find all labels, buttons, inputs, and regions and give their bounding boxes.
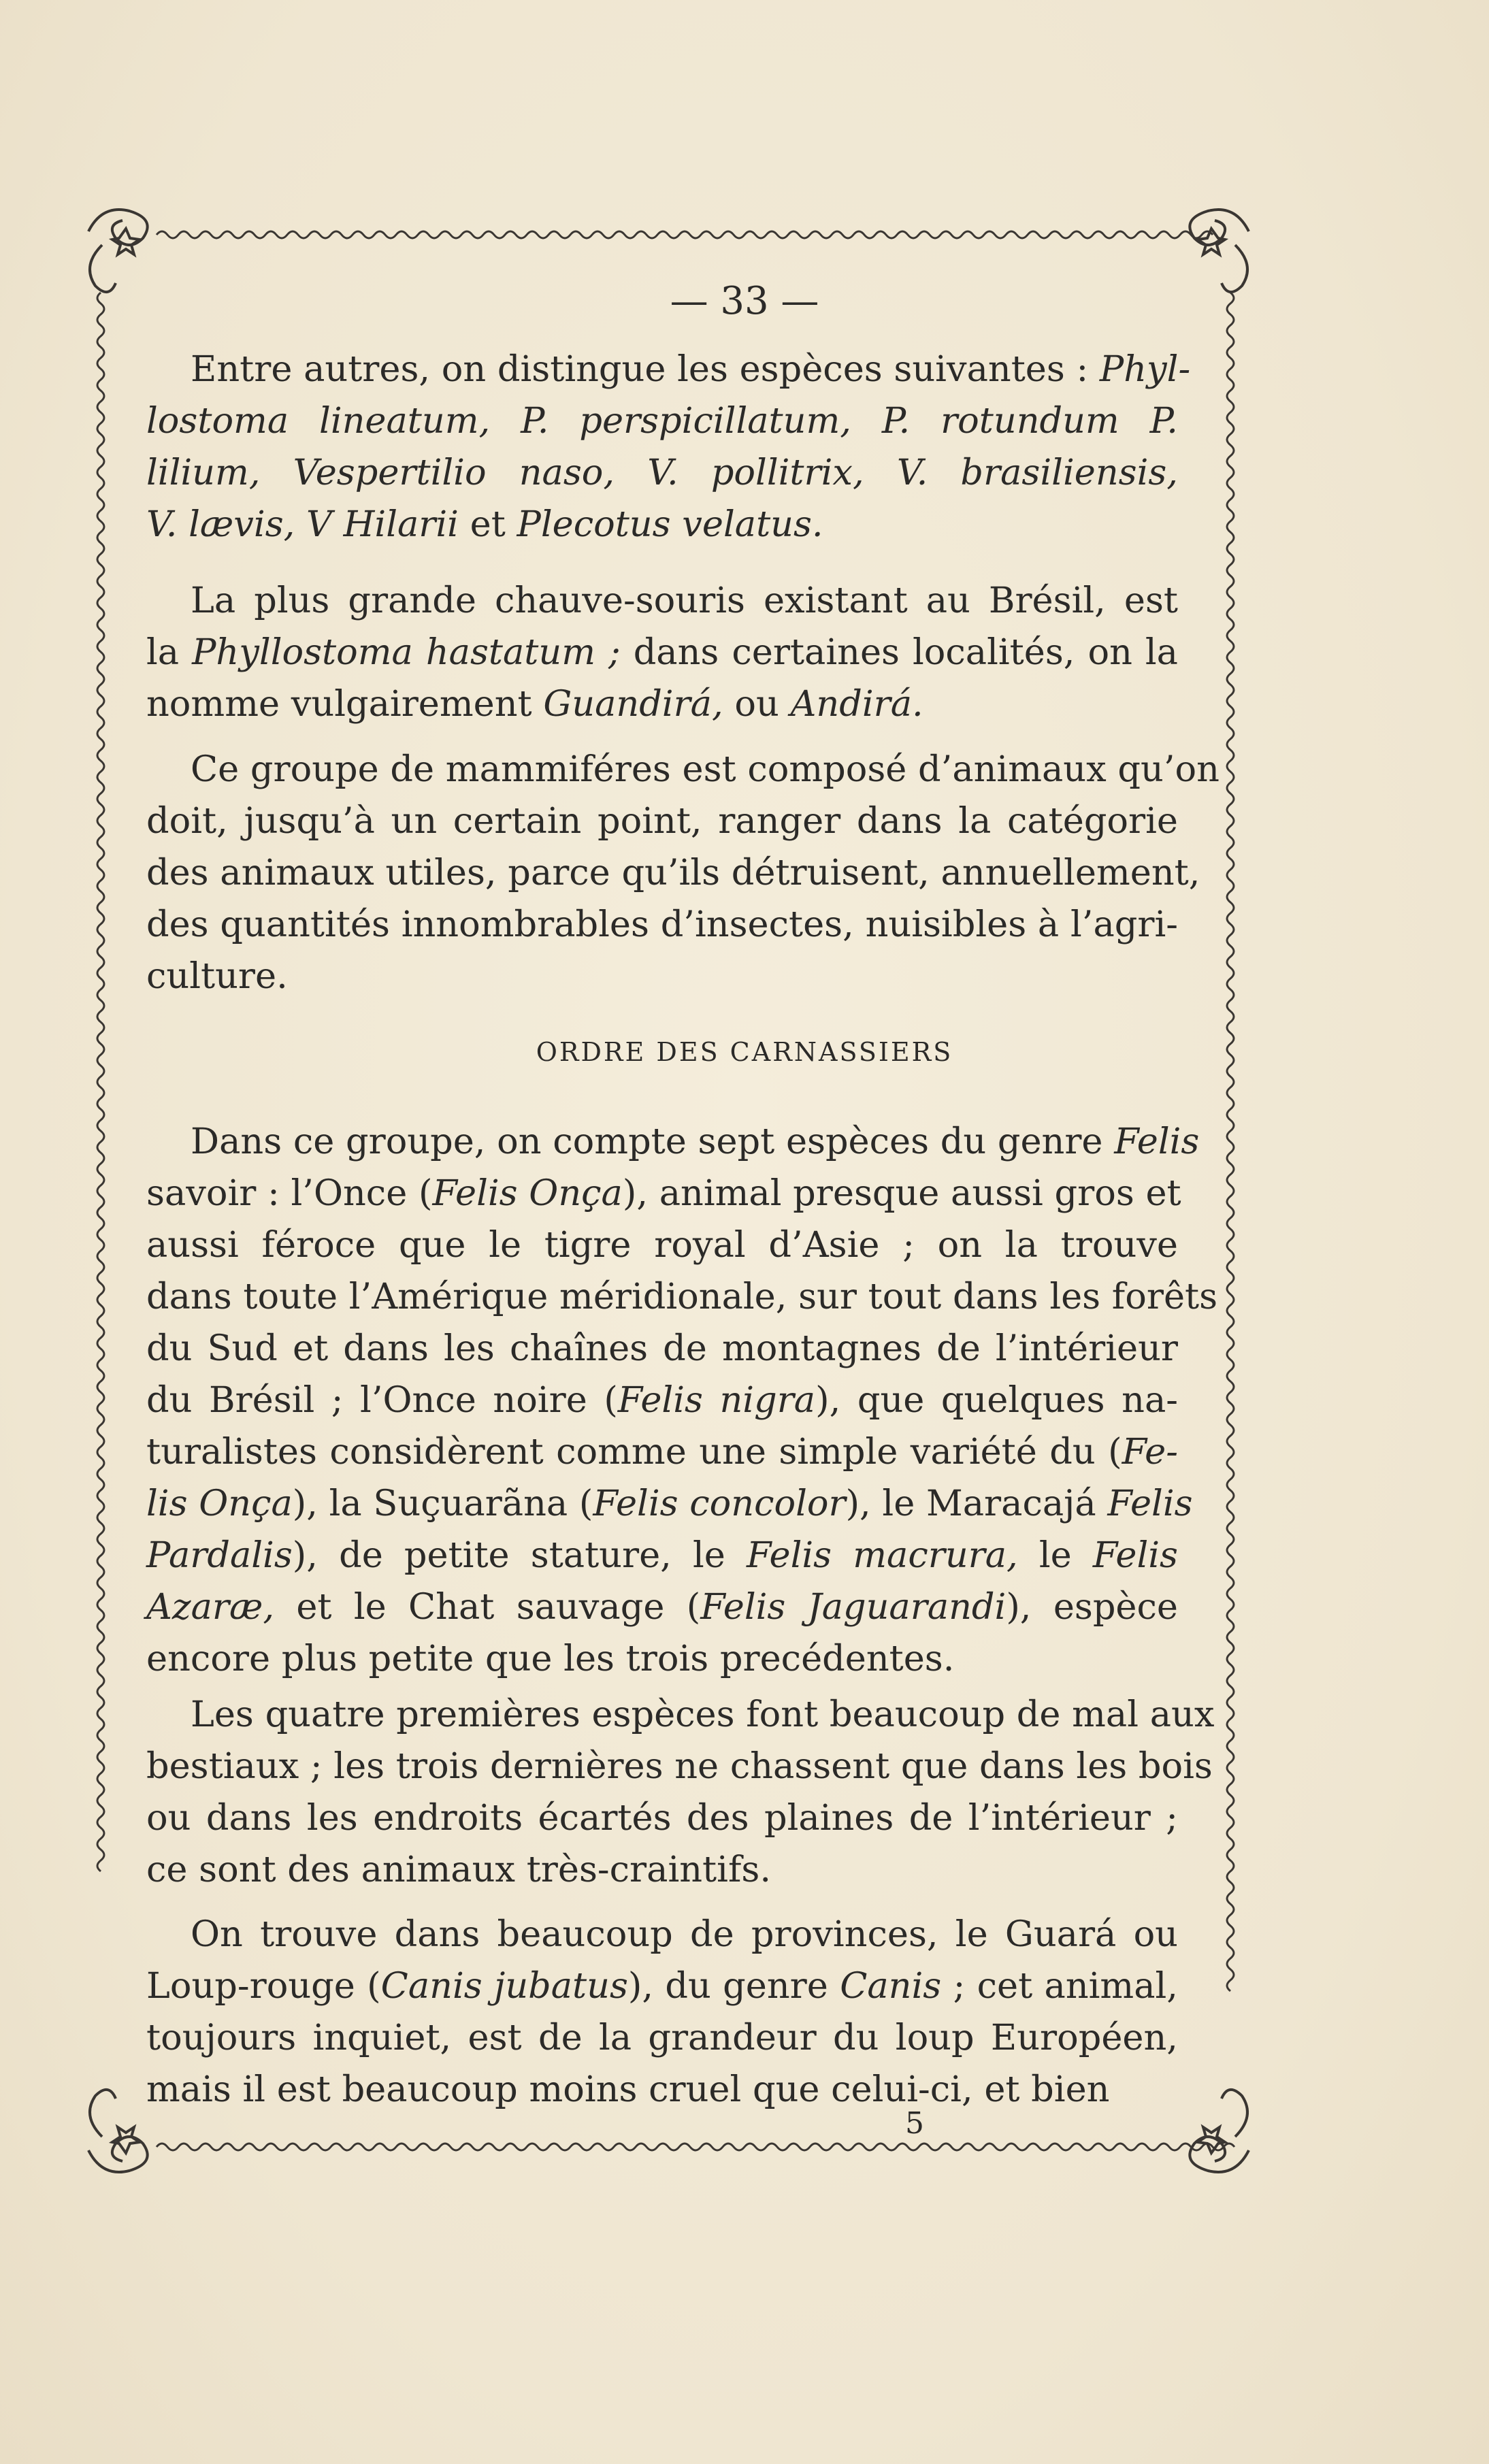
text-line <box>146 1375 1178 1426</box>
text-run: savoir : l’Once ( <box>146 1172 433 1214</box>
text-line <box>146 1323 1178 1375</box>
section-heading: ORDRE DES CARNASSIERS <box>536 1037 953 1067</box>
italic-run: Azaræ, <box>146 1586 275 1628</box>
text-run: ), le Maracajá <box>845 1483 1108 1524</box>
text-run: et <box>458 504 517 545</box>
text-line <box>146 847 1200 899</box>
italic-run: Felis <box>1114 1121 1200 1162</box>
text-run: du Sud et dans les chaînes de montagnes de l’intérieur <box>146 1328 1178 1369</box>
text-run: culture. <box>146 955 288 997</box>
text-run: Dans ce groupe, on compte sept espèces du genre <box>191 1121 1115 1162</box>
text-line <box>146 1219 1178 1271</box>
text-run: doit, jusqu’à un certain point, ranger dans la catégorie <box>146 800 1178 842</box>
italic-run: Pardalis <box>146 1534 293 1576</box>
text-run: ou <box>723 683 791 725</box>
italic-run: Canis jubatus <box>380 1965 628 2007</box>
text-run: la <box>146 631 193 673</box>
text-line <box>146 1478 1193 1530</box>
text-line <box>146 795 1178 847</box>
text-run: La plus grande chauve-souris existant au Brésil, est <box>191 580 1178 621</box>
text-run: dans toute l’Amérique méridionale, sur tout dans les forêts <box>146 1276 1218 1317</box>
text-line <box>146 899 1178 951</box>
text-line <box>191 744 1220 795</box>
italic-run: Felis nigra <box>617 1379 816 1421</box>
italic-run: Felis concolor <box>593 1483 846 1524</box>
text-run: aussi féroce que le tigre royal d’Asie ; on la trouve <box>146 1224 1178 1266</box>
text-line <box>146 447 1178 499</box>
text-run: Loup-rouge ( <box>146 1965 381 2007</box>
text-run: ), la Suçuarãna ( <box>292 1483 593 1524</box>
text-run: nomme vulgairement <box>146 683 544 725</box>
text-line <box>146 951 1178 1002</box>
text-run: ), espèce <box>1006 1586 1178 1628</box>
text-run: Ce groupe de mammiféres est composé d’animaux qu’on <box>191 749 1220 790</box>
text-run: mais il est beaucoup moins cruel que celui-ci, et bien <box>146 2069 1110 2110</box>
text-line <box>146 1581 1178 1633</box>
text-line <box>146 1633 1178 1685</box>
text-line <box>191 1909 1178 1960</box>
italic-run: Phyl- <box>1099 348 1191 390</box>
right-wavy-rule <box>1227 293 1234 1991</box>
bottom-wavy-rule <box>157 2143 1234 2150</box>
italic-run: Plecotus velatus. <box>517 504 823 545</box>
text-line <box>191 575 1178 627</box>
text-run: ), du genre <box>627 1965 840 2007</box>
text-run: le <box>1017 1534 1093 1576</box>
text-run: Les quatre premières espèces font beaucoup de mal aux <box>191 1694 1215 1735</box>
text-line <box>146 499 1178 551</box>
corner-ornament-bottom-left <box>88 2090 148 2172</box>
text-run: des quantités innombrables d’insectes, nuisibles à l’agri- <box>146 904 1178 945</box>
italic-run: Felis Jaguarandi <box>700 1586 1007 1628</box>
left-wavy-rule <box>97 293 104 1871</box>
italic-run: V. lævis, V Hilarii <box>146 504 459 545</box>
signature-mark: 5 <box>905 2106 924 2141</box>
italic-run: lis Onça <box>146 1483 293 1524</box>
text-line <box>146 1844 1178 1896</box>
italic-run: Felis Onça <box>432 1172 623 1214</box>
text-line <box>146 1530 1178 1581</box>
page-number: — 33 — <box>670 279 819 323</box>
text-run: turalistes considèrent comme une simple variété du ( <box>146 1431 1122 1473</box>
italic-run: Felis <box>1092 1534 1178 1576</box>
text-line <box>146 1741 1213 1792</box>
text-run: encore plus petite que les trois precédentes. <box>146 1638 955 1679</box>
text-line <box>146 1271 1218 1323</box>
text-line <box>191 1689 1215 1741</box>
text-run: ou dans les endroits écartés des plaines de l’intérieur ; <box>146 1797 1178 1839</box>
text-line <box>146 2012 1178 2064</box>
text-run: ; cet animal, <box>941 1965 1178 2007</box>
text-line <box>146 1960 1178 2012</box>
text-run: bestiaux ; les trois dernières ne chassent que dans les bois <box>146 1745 1213 1787</box>
text-run: des animaux utiles, parce qu’ils détruisent, annuellement, <box>146 852 1200 893</box>
text-run: ), animal presque aussi gros et <box>622 1172 1181 1214</box>
text-line <box>146 2064 1178 2116</box>
text-line <box>146 678 1178 730</box>
text-line <box>146 395 1178 447</box>
text-run: ), de petite stature, le <box>292 1534 747 1576</box>
text-run: du Brésil ; l’Once noire ( <box>146 1379 618 1421</box>
italic-run: lilium, Vespertilio naso, V. pollitrix, V. brasiliensis, <box>146 452 1178 493</box>
text-run: ), que quelques na- <box>815 1379 1178 1421</box>
top-wavy-rule <box>157 231 1213 238</box>
text-run: dans certaines localités, on la <box>620 631 1178 673</box>
text-run: toujours inquiet, est de la grandeur du loup Européen, <box>146 2017 1178 2058</box>
text-run: Entre autres, on distingue les espèces suivantes : <box>191 348 1100 390</box>
text-line <box>191 344 1191 395</box>
italic-run: Felis macrura, <box>746 1534 1018 1576</box>
text-line <box>191 1116 1200 1168</box>
text-line <box>146 1168 1181 1219</box>
text-line <box>146 627 1178 678</box>
text-run: On trouve dans beaucoup de provinces, le Guará ou <box>191 1913 1178 1955</box>
italic-run: Felis <box>1107 1483 1193 1524</box>
italic-run: lostoma lineatum, P. perspicillatum, P. rotundum P. <box>146 400 1178 442</box>
italic-run: Andirá. <box>790 683 923 725</box>
italic-run: Guandirá, <box>543 683 723 725</box>
text-run: ce sont des animaux très-craintifs. <box>146 1849 772 1890</box>
italic-run: Phyllostoma hastatum ; <box>192 631 621 673</box>
corner-ornament-bottom-right <box>1190 2090 1249 2172</box>
text-line <box>146 1426 1178 1478</box>
text-line <box>146 1792 1178 1844</box>
italic-run: Canis <box>840 1965 942 2007</box>
text-run: et le Chat sauvage ( <box>274 1586 701 1628</box>
italic-run: Fe- <box>1122 1431 1178 1473</box>
